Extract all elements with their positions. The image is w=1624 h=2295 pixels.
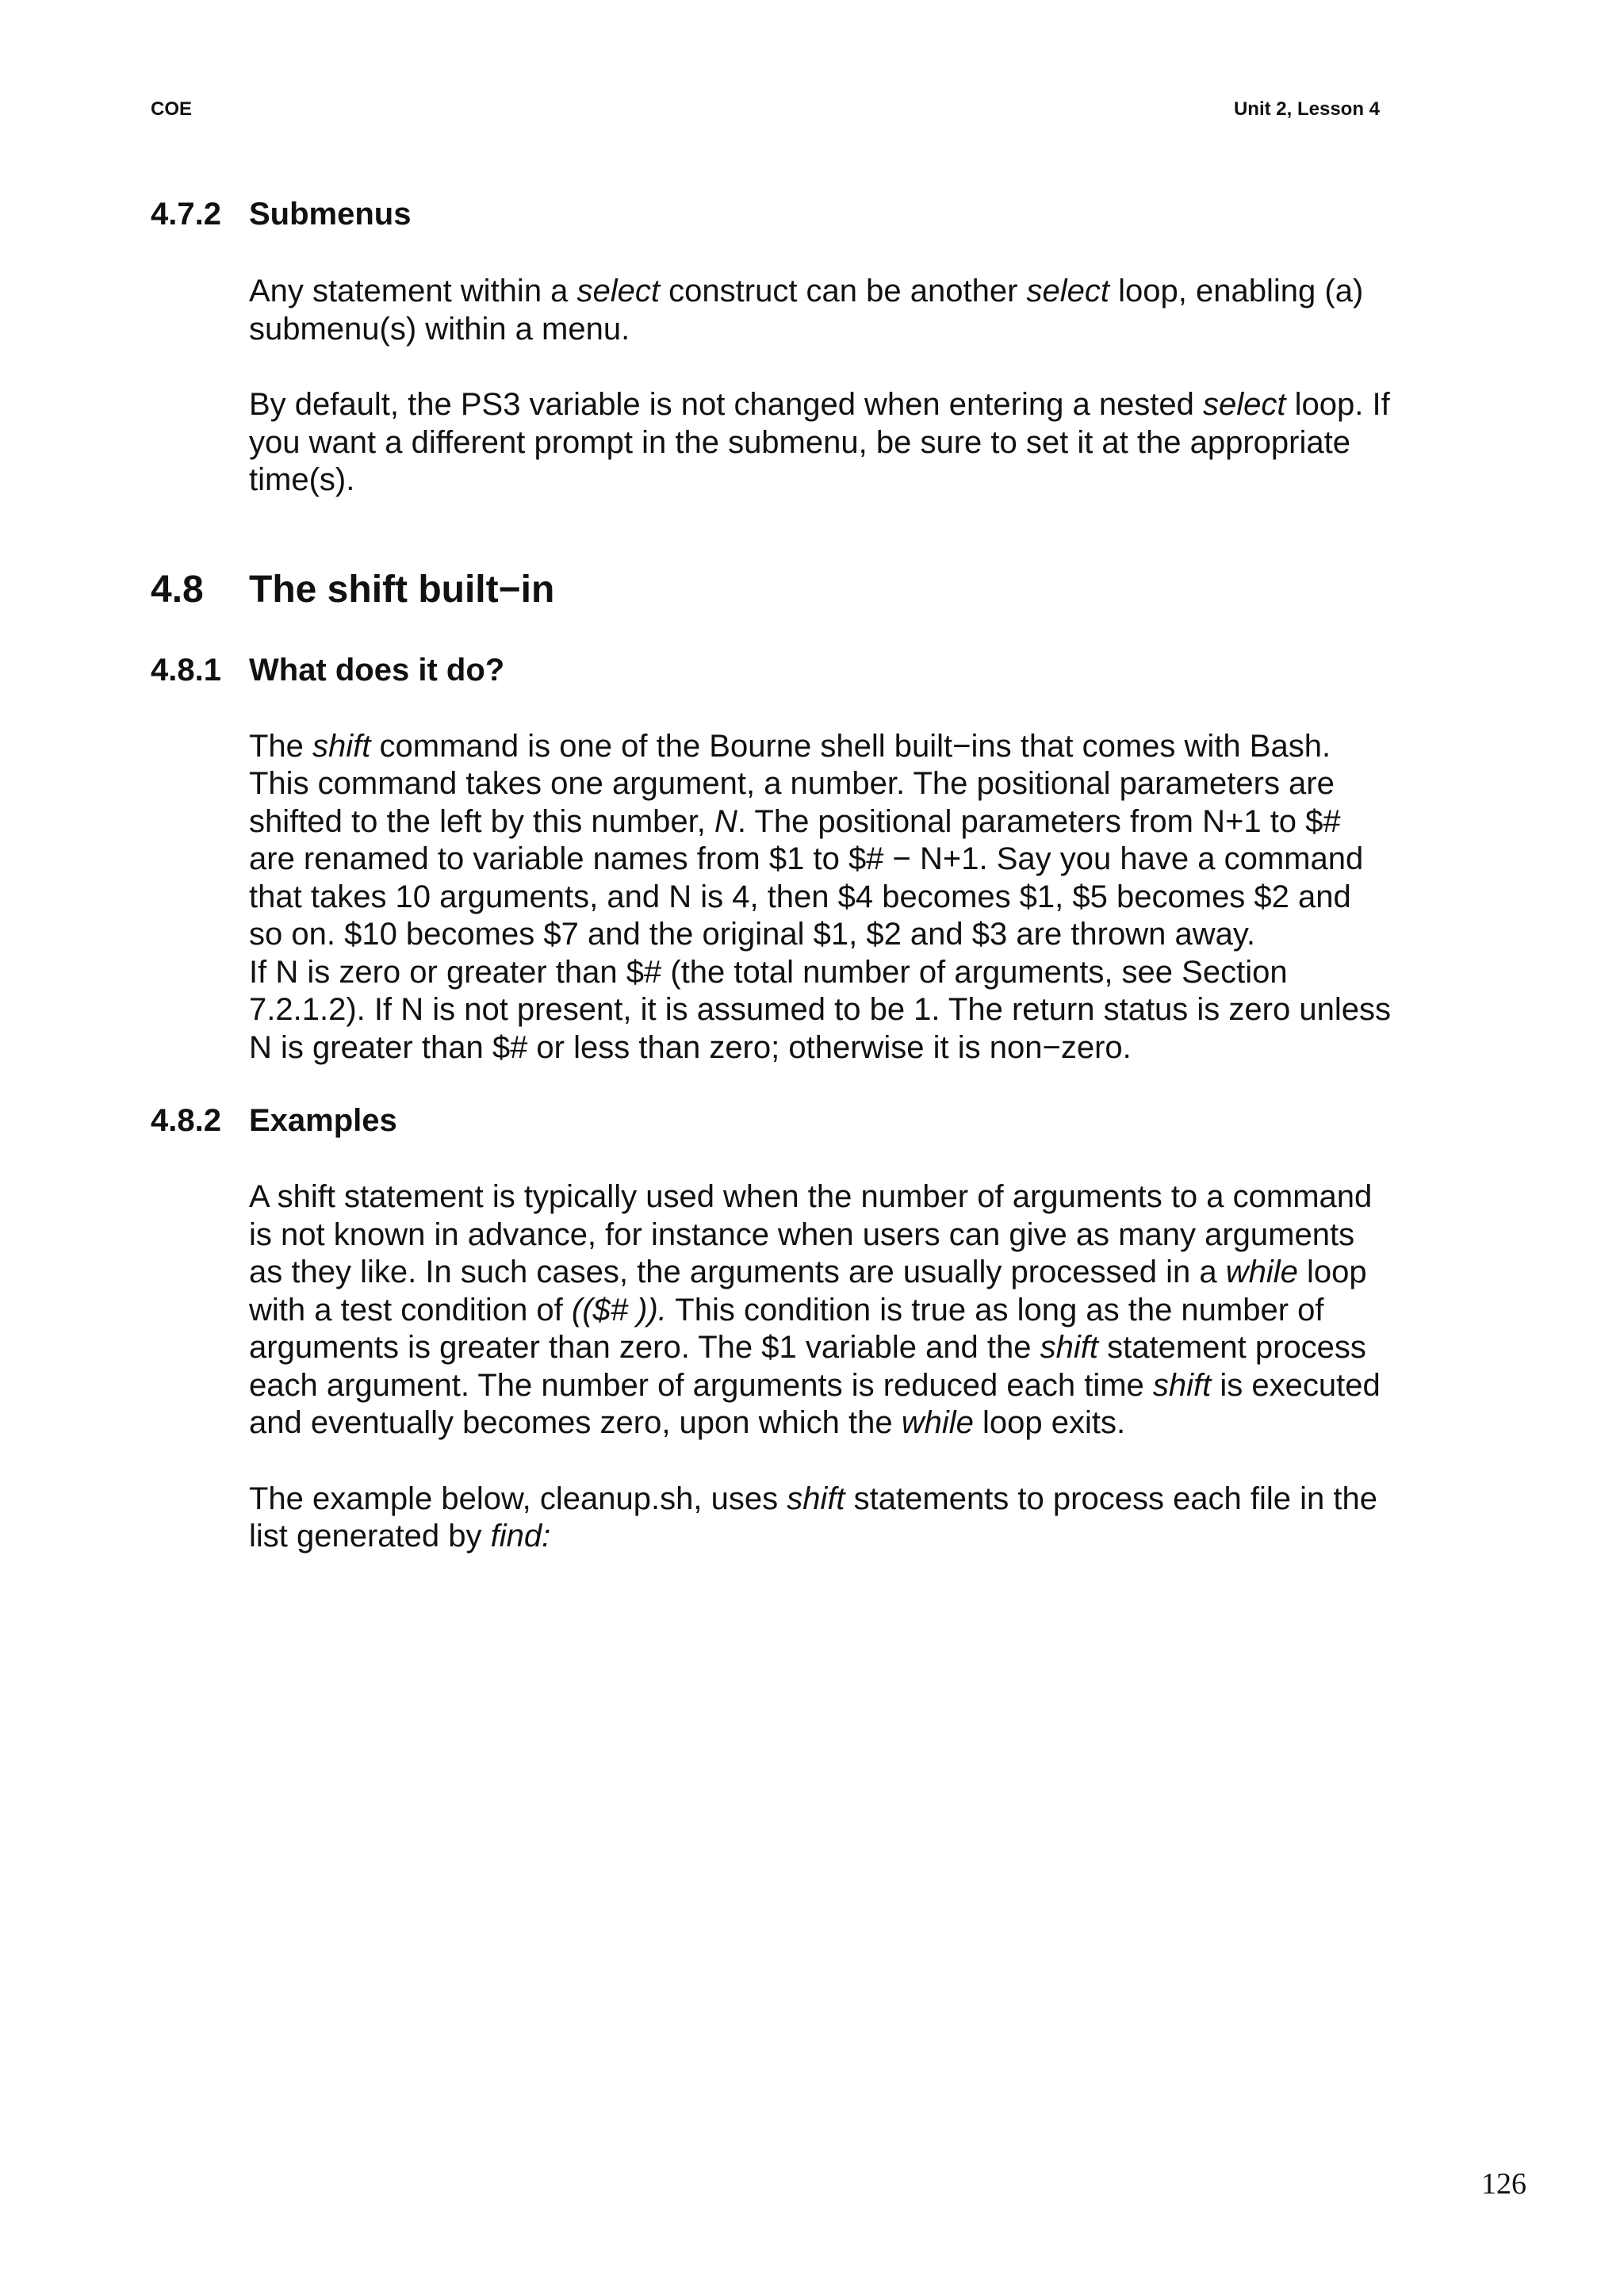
paragraph-examples-1: A shift statement is typically used when the number of arguments to a command is not known in advance, for instance when users can give as many arguments as they like. In such cases, the arguments are usually processed in a while loop with a test condition of (($# )). This condition is true as long as the number of arguments is greater than zero. The $1 variable and the shift statement process each argument. The number of arguments is reduced each time shift is executed and eventually becomes zero, upon which the while loop exits. — [249, 1179, 1381, 1440]
section-title: What does it do? — [249, 652, 505, 688]
heading-4-7-2 — [151, 195, 1388, 233]
heading-4-8 — [151, 567, 1388, 613]
header-left: COE — [151, 98, 193, 120]
section-number: 4.8.2 — [151, 1103, 221, 1138]
section-title: The shift built−in — [249, 568, 555, 611]
section-number: 4.7.2 — [151, 197, 221, 232]
page-number: 126 — [1481, 2167, 1526, 2201]
paragraph-submenus-1: Any statement within a select construct can be another select loop, enabling (a) submenu(s) within a menu. — [249, 274, 1364, 347]
header-right: Unit 2, Lesson 4 — [1233, 98, 1380, 120]
section-title: Examples — [249, 1103, 397, 1138]
paragraph-shift-description: The shift command is one of the Bourne shell built−ins that comes with Bash. This command takes one argument, a number. The positional parameters are shifted to the left by this number, N. The positional parameters from N+1 to $# are renamed to variable names from $1 to $# − N+1. Say you have a command that takes 10 arguments, and N is 4, then $4 becomes $1, $5 becomes $2 and so on. $10 becomes $7 and the original $1, $2 and $3 are thrown away. If N is zero or greater than $# (the total number of arguments, see Section 7.2.1.2). If N is not present, it is assumed to be 1. The return status is zero unless N is greater than $# or less than zero; otherwise it is non−zero. — [249, 728, 1391, 1067]
paragraph-examples-2: The example below, cleanup.sh, uses shift statements to process each file in the list generated by find: — [249, 1481, 1378, 1554]
section-number: 4.8 — [151, 568, 204, 611]
paragraph-submenus-2: By default, the PS3 variable is not changed when entering a nested select loop. If you want a different prompt in the submenu, be sure to set it at the appropriate time(s). — [249, 387, 1390, 497]
heading-4-8-2 — [151, 1102, 1388, 1140]
heading-4-8-1 — [151, 651, 1388, 689]
page-content — [151, 195, 1391, 1556]
section-number: 4.8.1 — [151, 652, 221, 688]
paragraph-shift-return-status: If N is zero or greater than $# (the total number of arguments, see Section 7.2.1.2). If N is not present, it is assumed to be 1. The return status is zero unless N is greater than $# or less than zero; otherwise it is non−zero. — [249, 954, 1391, 1065]
section-title: Submenus — [249, 197, 412, 232]
